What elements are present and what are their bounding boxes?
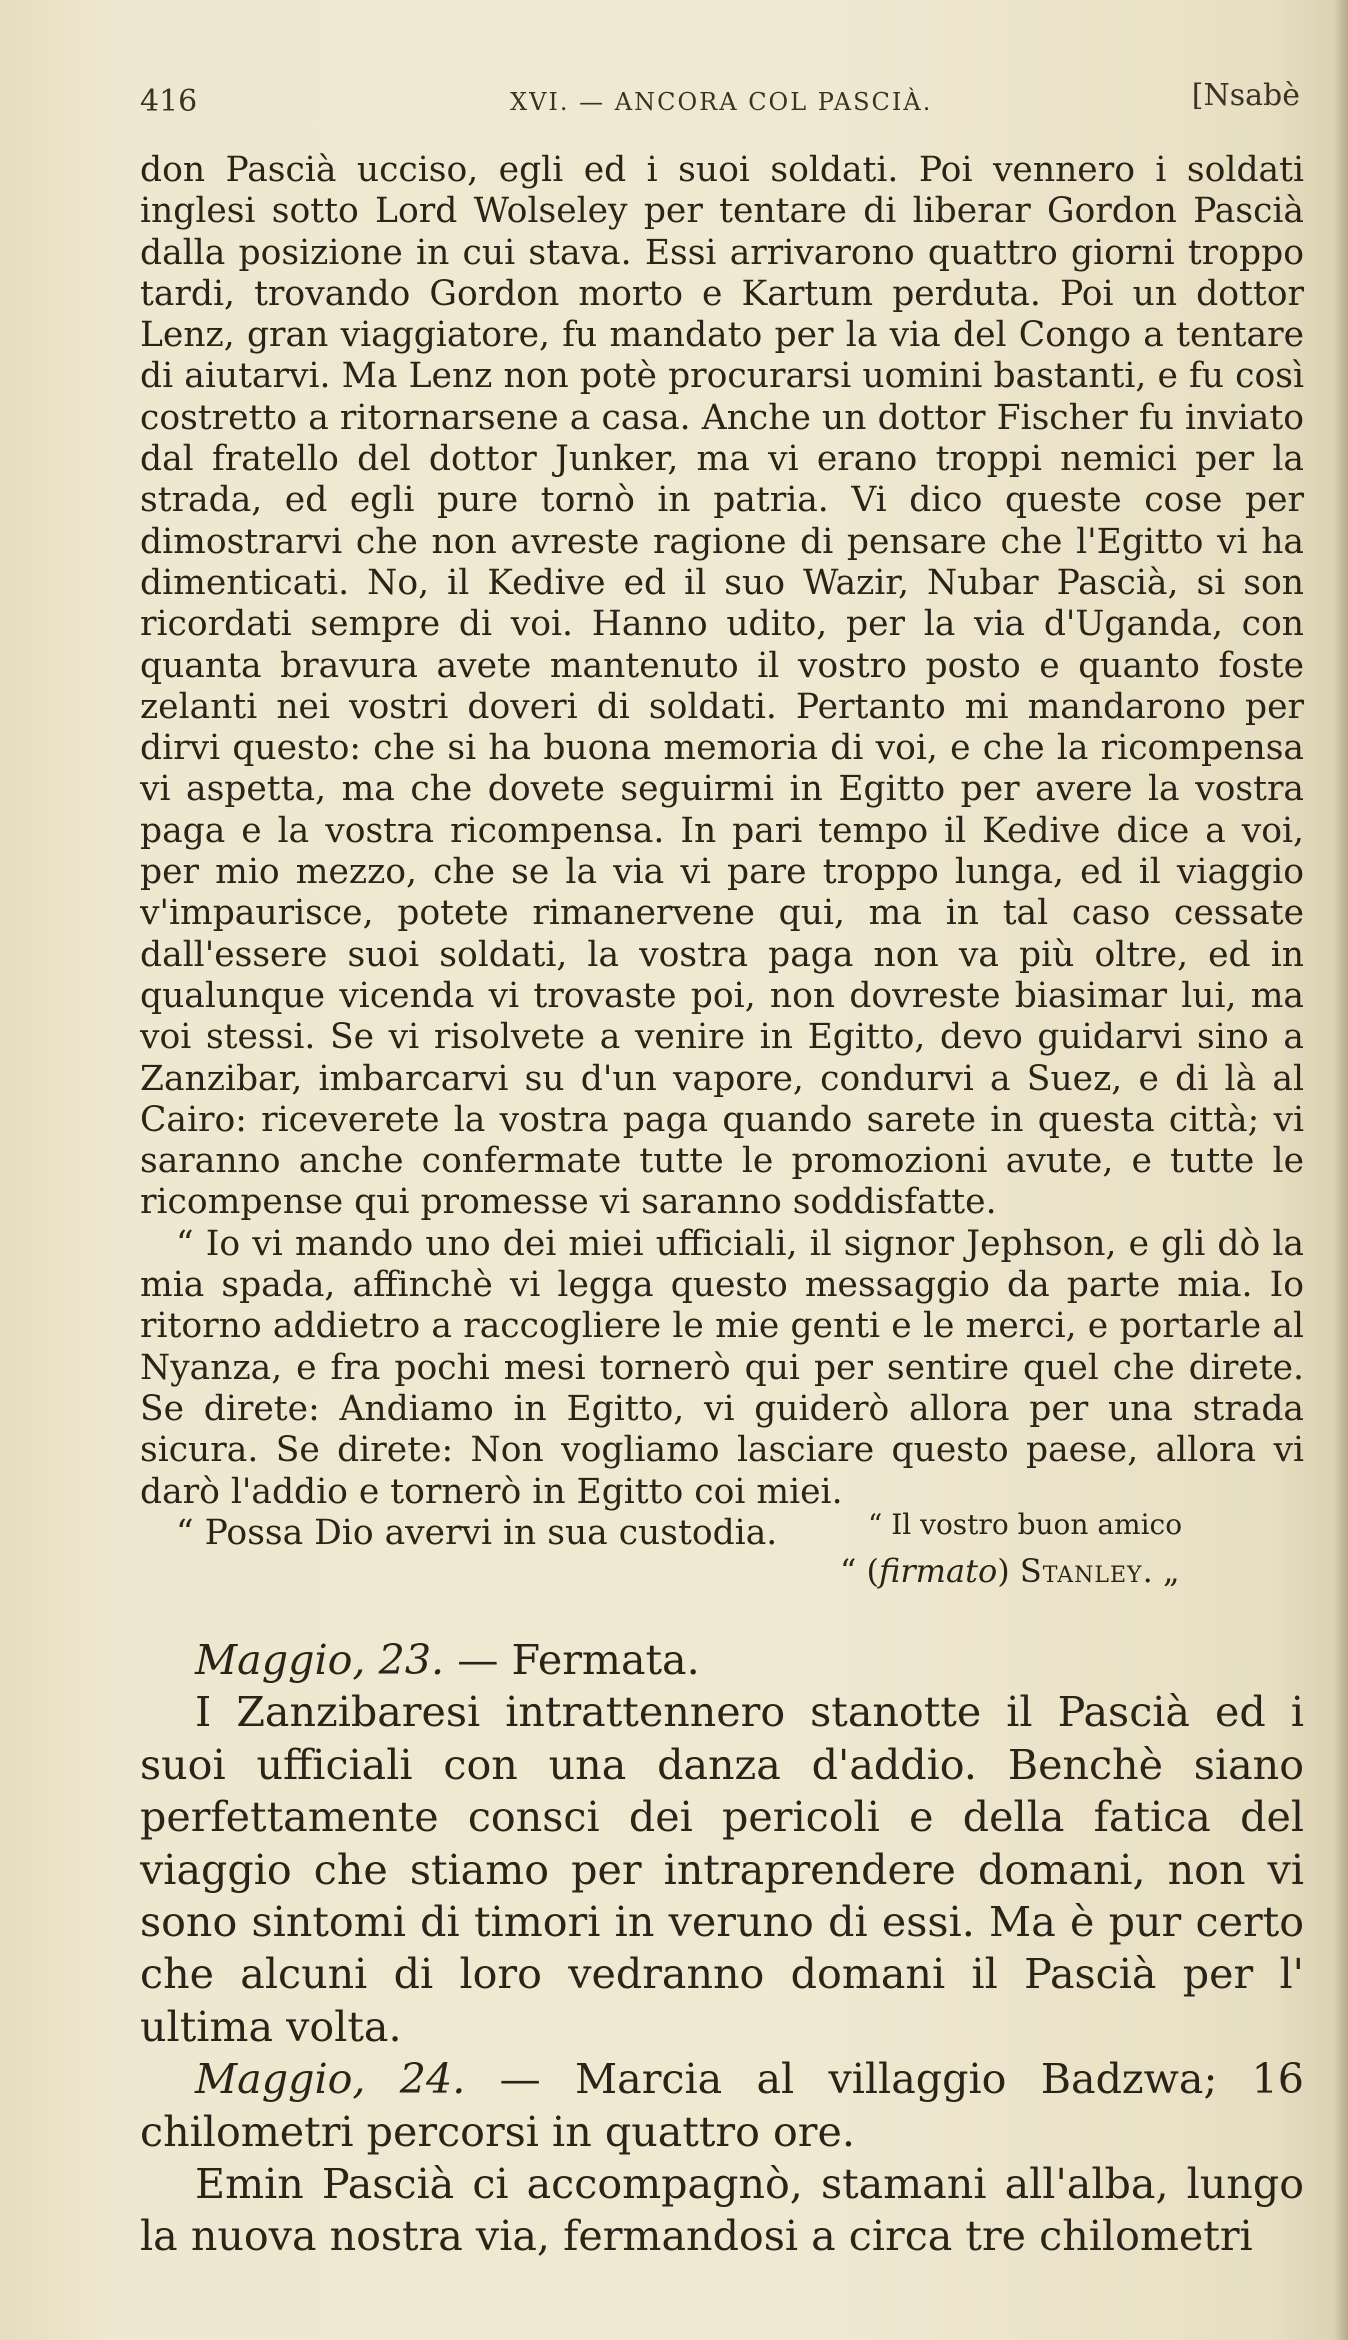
running-title: XVI. — ANCORA COL PASCIÀ. <box>510 88 933 116</box>
diary-title: — Marcia al villaggio Badzwa; 16 chilometri percorsi in quattro ore. <box>140 2055 1304 2156</box>
page-edge <box>1334 0 1348 2340</box>
signature-end: . „ <box>1142 1552 1180 1590</box>
signature-firmato: firmato <box>879 1552 998 1590</box>
letter-paragraph: “ Possa Dio avervi in sua custodia. <box>176 1512 778 1553</box>
signature-name: Stanley <box>1019 1552 1143 1590</box>
diary-date: Maggio, 23. <box>195 1636 445 1684</box>
letter-paragraph: don Pascià ucciso, egli ed i suoi soldati. Poi vennero i soldati inglesi sotto Lord Wolseley per tentare di liberar Gordon Pascià dalla posizione in cui stava. Essi arrivarono quattro giorni troppo tardi, trovando Gordon morto e Kartum perduta. Poi un dottor Lenz, gran viaggiatore, fu mandato per la via del Congo a tentare di aiutarvi. Ma Lenz non potè procurarsi uomini bastanti, e fu così costretto a ritornarsene a casa. Anche un dottor Fischer fu inviato dal fratello del dottor Junker, ma vi erano troppi nemici per la strada, ed egli pure tornò in patria. Vi dico queste cose per dimostrarvi che non avreste ragione di pensare che l'Egitto vi ha dimenticati. No, il Kedive ed il suo Wazir, Nubar Pascià, si son ricordati sempre di voi. Hanno udito, per la via d'Uganda, con quanta bravura avete mantenuto il vostro posto e quanto foste zelanti nei vostri doveri di soldati. Pertanto mi mandarono per dirvi questo: che si ha buona memoria di voi, e che la ricompensa vi aspetta, ma che dovete seguirmi in Egitto per avere la vostra paga e la vostra ricompensa. In pari tempo il Kedive dice a voi, per mio mezzo, che se la via vi pare troppo lunga, ed il viaggio v'impaurisce, potete rimanervene qui, ma in tal caso cessate dall'essere suoi soldati, la vostra paga non va più oltre, ed in qualunque vicenda vi trovaste poi, non dovreste biasimar lui, ma voi stessi. Se vi risolvete a venire in Egitto, devo guidarvi sino a Zanzibar, imbarcarvi su d'un vapore, condurvi a Suez, e di là al Cairo: riceverete la vostra paga quando sarete in questa città; vi saranno anche confermate tutte le promozioni avute, e tutte le ricompense qui promesse vi saranno soddisfatte. <box>140 150 1304 1223</box>
diary-entry-heading <box>140 2053 1304 2158</box>
diary-text <box>140 1634 1304 2263</box>
letter-text <box>140 150 1304 1554</box>
signature-prefix: “ ( <box>840 1552 880 1590</box>
letter-paragraph: “ Io vi mando uno dei miei ufficiali, il signor Jephson, e gli dò la mia spada, affinchè vi legga questo messaggio da parte mia. Io ritorno addietro a raccogliere le mie genti e le merci, e portarle al Nyanza, e fra pochi mesi tornerò qui per sentire quel che direte. Se direte: Andiamo in Egitto, vi guiderò allora per una strada sicura. Se direte: Non vogliamo lasciare questo paese, allora vi darò l'addio e tornerò in Egitto coi miei. <box>140 1223 1304 1512</box>
diary-paragraph: I Zanzibaresi intrattennero stanotte il Pascià ed i suoi ufficiali con una danza d'addio. Benchè siano perfettamente consci dei pericoli e della fatica del viaggio che stiamo per intraprendere domani, non vi sono sintomi di timori in veruno di essi. Ma è pur certo che alcuni di loro vedranno domani il Pascià per l' ultima volta. <box>140 1688 1304 2051</box>
diary-title: — Fermata. <box>444 1636 700 1684</box>
page-header <box>140 78 1300 124</box>
signature-suffix: ) <box>997 1552 1020 1590</box>
letter-closing: “ Il vostro buon amico <box>868 1508 1183 1541</box>
diary-entry-heading <box>140 1634 1304 1686</box>
page-number: 416 <box>140 84 198 119</box>
diary-paragraph: Emin Pascià ci accompagnò, stamani all'alba, lungo la nuova nostra via, fermandosi a circa tre chilometri <box>140 2160 1304 2261</box>
diary-date: Maggio, 24. <box>195 2055 466 2104</box>
letter-signature <box>140 1552 1304 1590</box>
margin-marker: [Nsabè <box>1191 78 1300 113</box>
